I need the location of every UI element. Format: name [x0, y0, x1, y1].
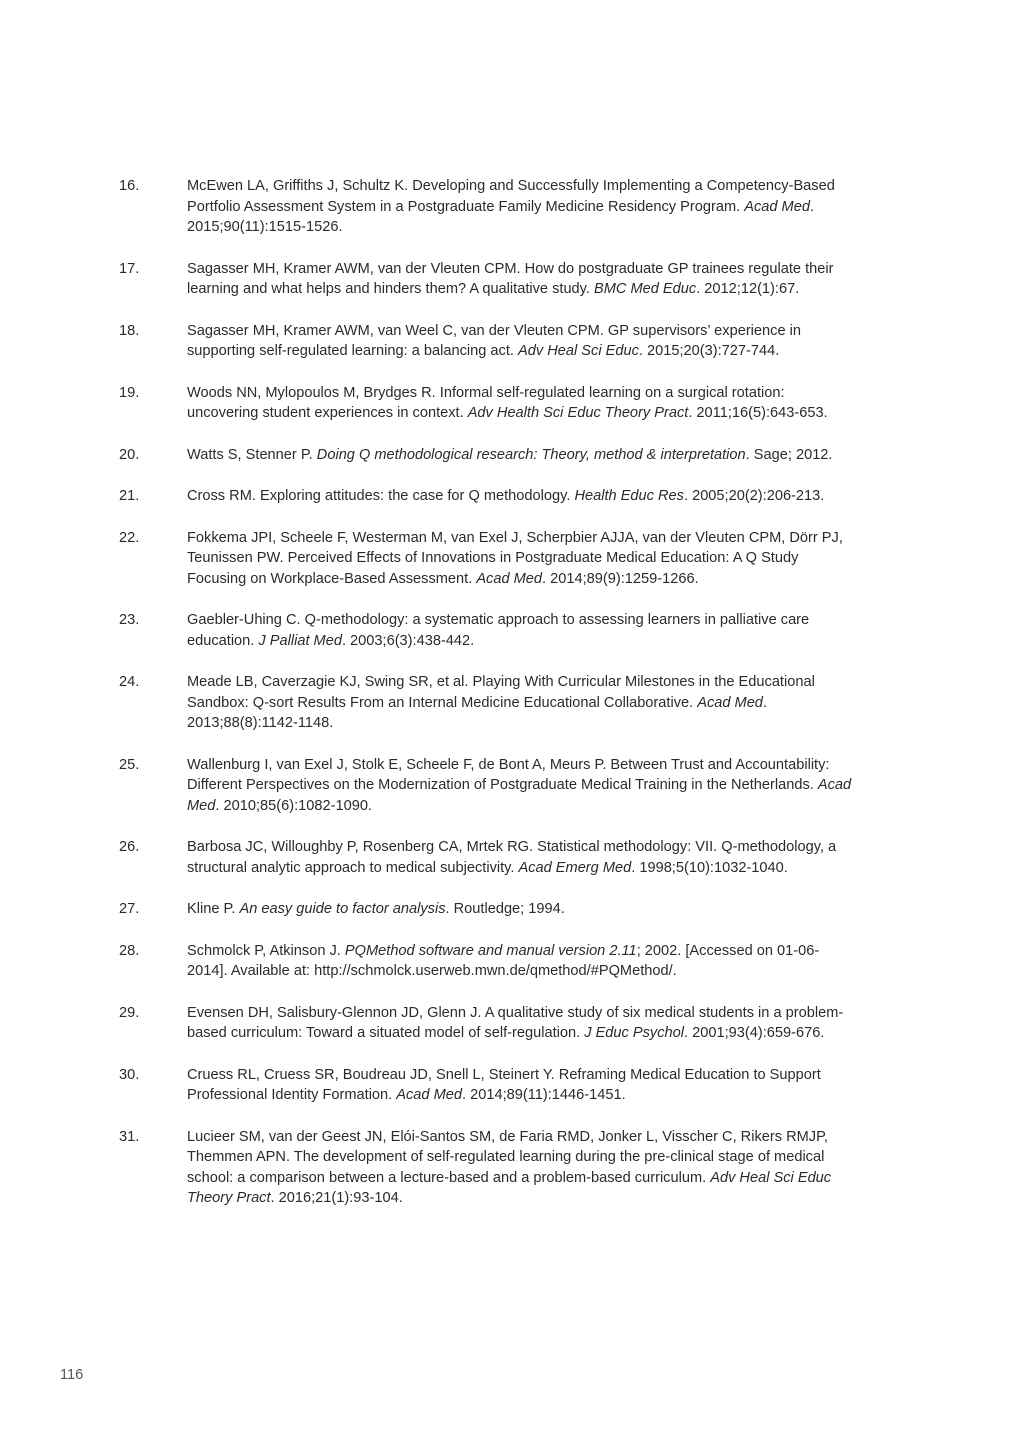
reference-number: 16.: [119, 178, 140, 194]
reference-text: [187, 672, 859, 734]
reference-text-segment: Woods NN, Mylopoulos M, Brydges R. Informal self-regulated learning on a surgical rotation: uncovering student experiences in context.: [187, 384, 785, 421]
reference-item: [119, 755, 859, 817]
reference-text: [187, 1127, 859, 1209]
reference-item: [119, 837, 859, 878]
reference-text-segment: . 2015;90(11):1515-1526.: [187, 198, 815, 235]
reference-text: [187, 486, 859, 507]
reference-journal-title: Doing Q methodological research: Theory, method & interpretation: [316, 446, 746, 463]
reference-text: [187, 837, 859, 878]
reference-text-segment: . 2013;88(8):1142-1148.: [187, 694, 767, 731]
reference-journal-title: Acad Med: [396, 1087, 462, 1103]
reference-text: [187, 899, 859, 920]
reference-item: [119, 899, 859, 920]
reference-text: [187, 941, 859, 982]
reference-item: [119, 1127, 859, 1209]
reference-text-segment: . Routledge; 1994.: [445, 901, 565, 917]
reference-journal-title: Acad Med: [476, 570, 543, 587]
reference-text: [187, 1065, 859, 1106]
reference-number: 17.: [119, 260, 140, 277]
reference-text-segment: . 2003;6(3):438-442.: [341, 632, 475, 649]
reference-journal-title: Acad Med: [697, 694, 763, 711]
reference-number: 24.: [119, 674, 140, 690]
reference-text-segment: . Sage; 2012.: [745, 446, 833, 463]
reference-text: [187, 176, 859, 238]
reference-item: [119, 1065, 859, 1106]
reference-text: [187, 445, 859, 466]
reference-text-segment: . 2012;12(1):67.: [696, 281, 800, 297]
reference-text-segment: Meade LB, Caverzagie KJ, Swing SR, et al. Playing With Curricular Milestones in the Educational Sandbox: Q-sort Results From an Internal Medicine Educational Collaborative.: [187, 674, 815, 711]
reference-number: 21.: [119, 488, 140, 504]
reference-text-segment: Kline P.: [187, 901, 240, 917]
reference-journal-title: Acad Med: [187, 777, 852, 814]
reference-item: [119, 1003, 859, 1044]
reference-item: [119, 176, 859, 238]
reference-number: 23.: [119, 612, 140, 628]
reference-text-segment: Fokkema JPI, Scheele F, Westerman M, van Exel J, Scherpbier AJJA, van der Vleuten CPM, Dörr PJ, Teunissen PW. Perceived Effects of Innovations in Postgraduate Medical Education: A Q Study Focusing on Workplace-Based Assessment.: [187, 529, 843, 587]
reference-text-segment: Cruess RL, Cruess SR, Boudreau JD, Snell L, Steinert Y. Reframing Medical Education to Support Professional Identity Formation.: [187, 1066, 821, 1103]
reference-journal-title: Adv Heal Sci Educ: [518, 343, 639, 359]
reference-text: [187, 528, 859, 590]
reference-text-segment: . 2001;93(4):659-676.: [684, 1025, 825, 1041]
reference-item: [119, 486, 859, 507]
reference-text-segment: Sagasser MH, Kramer AWM, van der Vleuten CPM. How do postgraduate GP trainees regulate their learning and what helps and hinders them? A qualitative study.: [187, 260, 834, 297]
reference-text: [187, 259, 859, 300]
reference-text-segment: Watts S, Stenner P.: [187, 446, 317, 463]
reference-text-segment: . 2011;16(5):643-653.: [688, 405, 828, 421]
reference-number: 29.: [119, 1004, 140, 1021]
reference-text-segment: . 2014;89(9):1259-1266.: [542, 570, 699, 587]
reference-text-segment: Cross RM. Exploring attitudes: the case for Q methodology.: [187, 488, 575, 504]
reference-text-segment: . 2016;21(1):93-104.: [270, 1190, 403, 1206]
reference-text: [187, 1003, 859, 1044]
reference-item: [119, 528, 859, 590]
reference-number: 26.: [119, 839, 140, 855]
reference-item: [119, 321, 859, 362]
reference-text: [187, 383, 859, 424]
reference-text-segment: Gaebler-Uhing C. Q-methodology: a systematic approach to assessing learners in palliative care education.: [187, 612, 810, 649]
reference-journal-title: Health Educ Res: [574, 488, 684, 504]
reference-text-segment: Schmolck P, Atkinson J.: [187, 942, 345, 959]
reference-item: [119, 445, 859, 466]
reference-list: [119, 176, 859, 1230]
reference-text-segment: . 2015;20(3):727-744.: [638, 343, 780, 359]
reference-text: [187, 321, 859, 362]
reference-number: 20.: [119, 446, 140, 463]
reference-text: [187, 755, 859, 817]
reference-journal-title: Acad Med: [744, 198, 810, 215]
reference-text-segment: . 1998;5(10):1032-1040.: [631, 859, 788, 876]
reference-text-segment: Evensen DH, Salisbury-Glennon JD, Glenn J. A qualitative study of six medical students in a problem-based curriculum: Toward a situated model of self-regulation.: [187, 1004, 844, 1041]
reference-number: 31.: [119, 1128, 140, 1145]
reference-number: 22.: [119, 529, 140, 546]
reference-text-segment: . 2010;85(6):1082-1090.: [215, 797, 372, 814]
reference-text: [187, 610, 859, 651]
reference-item: [119, 672, 859, 734]
reference-text-segment: Barbosa JC, Willoughby P, Rosenberg CA, Mrtek RG. Statistical methodology: VII. Q-methodology, a structural analytic approach to medical subjectivity.: [187, 839, 837, 876]
reference-number: 25.: [119, 756, 140, 773]
reference-journal-title: J Educ Psychol: [584, 1025, 684, 1041]
reference-journal-title: PQMethod software and manual version 2.11: [344, 942, 637, 959]
reference-number: 27.: [119, 901, 140, 917]
reference-journal-title: Adv Health Sci Educ Theory Pract: [467, 405, 689, 421]
reference-journal-title: An easy guide to factor analysis: [239, 901, 446, 917]
reference-text-segment: Sagasser MH, Kramer AWM, van Weel C, van der Vleuten CPM. GP supervisors’ experience in supporting self-regulated learning: a balancing act.: [187, 322, 801, 359]
reference-item: [119, 383, 859, 424]
reference-item: [119, 259, 859, 300]
reference-text-segment: . 2005;20(2):206-213.: [683, 488, 825, 504]
reference-number: 19.: [119, 384, 140, 401]
reference-number: 30.: [119, 1066, 140, 1083]
reference-item: [119, 941, 859, 982]
reference-number: 18.: [119, 322, 140, 339]
reference-text-segment: Wallenburg I, van Exel J, Stolk E, Scheele F, de Bont A, Meurs P. Between Trust and Accountability: Different Perspectives on the Modernization of Postgraduate Medical Training in the Netherlands.: [187, 756, 830, 793]
reference-text-segment: Lucieer SM, van der Geest JN, Elói-Santos SM, de Faria RMD, Jonker L, Visscher C, Rikers RMJP, Themmen APN. The development of self-regulated learning during the pre-clinical stage of medical school: a comparison between a lecture-based and a problem-based curriculum.: [187, 1128, 828, 1186]
reference-journal-title: BMC Med Educ: [594, 281, 697, 297]
reference-text-segment: ; 2002. [Accessed on 01-06-2014]. Available at: http://schmolck.userweb.mwn.de/qmethod/#PQMethod/.: [187, 942, 820, 979]
reference-text-segment: . 2014;89(11):1446-1451.: [462, 1087, 626, 1103]
page-number: 116: [60, 1367, 84, 1383]
reference-number: 28.: [119, 942, 140, 959]
reference-text-segment: McEwen LA, Griffiths J, Schultz K. Developing and Successfully Implementing a Competency-Based Portfolio Assessment System in a Postgraduate Family Medicine Residency Program.: [187, 178, 835, 215]
reference-journal-title: Acad Emerg Med: [518, 859, 632, 876]
reference-journal-title: J Palliat Med: [258, 632, 342, 649]
reference-item: [119, 610, 859, 651]
reference-journal-title: Adv Heal Sci Educ Theory Pract: [187, 1169, 832, 1206]
